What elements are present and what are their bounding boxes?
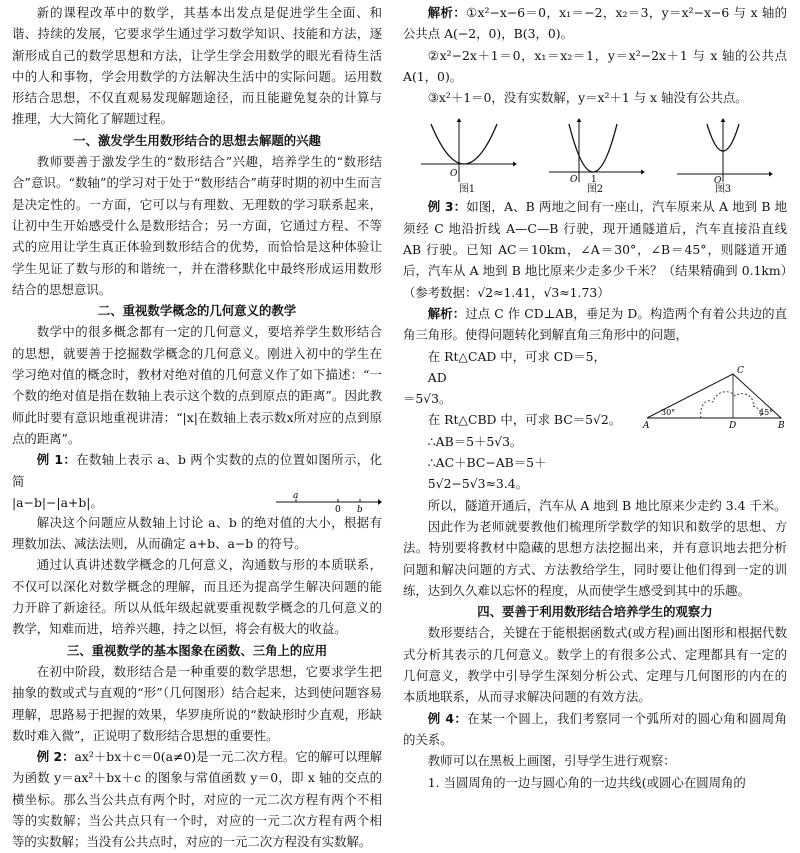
section-heading-4: 四、要善于利用数形结合培养学生的观察力 bbox=[477, 604, 713, 620]
figure-2-origin-label: O bbox=[570, 175, 578, 185]
example3-label: 例 3： bbox=[427, 199, 467, 215]
solution-1-text: ①x²−x−6＝0，x₁＝−2，x₂＝3，y＝x²−x−6 与 x 轴的公共点 A(−2，0)，B(3，0)。 bbox=[403, 5, 787, 42]
triangle-a-label: A bbox=[643, 420, 650, 430]
rt-cbd-line: 在 Rt△CBD 中，可求 BC＝5√2。 bbox=[427, 412, 622, 428]
example4-paragraph bbox=[403, 708, 787, 751]
triangle-c-label: C bbox=[737, 365, 744, 376]
intro-paragraph: 新的课程改革中的数学，其基本出发点是促进学生全面、和谐、持续的发展，它要求学生通过学习数学知识、技能和方法，逐渐形成自己的数学思想和方法，让学生学会用数学的眼光看待生活中的人和事物，学会用数学的方法解决生活中的实际问题。运用数形结合思想，不仅直观易发现解题途径，而且能避免复杂的计算与推理，大大简化了解题过程。 bbox=[12, 5, 382, 127]
right-column bbox=[403, 2, 787, 793]
section-heading-3: 三、重视数学的基本图象在函数、三角上的应用 bbox=[66, 642, 328, 658]
example4-text: 在某一个圆上，我们考察同一个弧所对的圆心角和圆周角的关系。 bbox=[403, 710, 787, 747]
solution-line-3: ③x²＋1＝0，没有实数解，y＝x²＋1 与 x 轴没有公共点。 bbox=[427, 90, 748, 106]
section-heading-2: 二、重视数学概念的几何意义的教学 bbox=[97, 303, 297, 319]
solution-line-1 bbox=[403, 2, 787, 45]
rt-cad-line-cont: ＝5√3。 bbox=[403, 391, 452, 407]
solution-label: 解析： bbox=[427, 5, 467, 20]
figure-1-graph bbox=[417, 118, 517, 184]
triangle-d-label: D bbox=[729, 420, 737, 430]
example1-solution: 解决这个问题应从数轴上讨论 a、b 的绝对值的大小，根据有理数加法、减法法则，从而确定 a+b、a−b 的符号。 bbox=[12, 514, 382, 552]
number-line-figure bbox=[274, 488, 382, 514]
rt-cad-line: 在 Rt△CAD 中，可求 CD＝5，AD bbox=[427, 348, 606, 385]
figure-3-caption: 图3 bbox=[714, 184, 732, 196]
example3-solution bbox=[403, 303, 787, 346]
figure-2-graph bbox=[545, 118, 645, 184]
ab-line: ∴AB＝5＋5√3。 bbox=[427, 433, 523, 449]
triangle-a-angle: 30° bbox=[661, 407, 676, 417]
triangle-b-angle: 45° bbox=[759, 407, 774, 417]
difference-line: ∴AC＋BC−AB＝5＋5√2−5√3≈3.4。 bbox=[427, 455, 547, 492]
figure-2-caption: 图2 bbox=[586, 184, 604, 196]
example1-paragraph bbox=[12, 449, 382, 492]
figure-2-tick-label: 1 bbox=[591, 175, 597, 185]
triangle-mountain-figure bbox=[641, 364, 787, 430]
figure-2 bbox=[540, 118, 650, 196]
figure-1-caption: 图1 bbox=[458, 184, 476, 196]
solution-line-2: ②x²−2x＋1＝0，x₁＝x₂＝1，y＝x²−2x＋1 与 x 轴的公共点 A(1，0)。 bbox=[403, 47, 787, 84]
section2-paragraph: 数学中的很多概念都有一定的几何意义，要培养学生数形结合的思想，就要善于挖掘数学概念的几何意义。刚进入初中的学生在学习绝对值的概念时，教材对绝对值的几何意义作了如下描述：“一个数的绝对值是指在数轴上表示这个数的点到原点的距离”。因此教师此时要有意识地重视讲清：“|x|在数轴上表示数x所对应的点到原点的距离”。 bbox=[12, 324, 382, 446]
example2-text: ax²＋bx＋c＝0(a≠0)是一元二次方程。它的解可以理解为函数 y＝ax²＋bx＋c 的图象与常值函数 y＝0，即 x 轴的交点的横坐标。那么当公共点有两个时，对应的一元二次方程有两个不相等的实数解；当公共点只有一个时，对应的一元二次方程有两个相等的实数解；当没有公共点时，对应的一元二次方程没有实数解。 bbox=[12, 749, 383, 850]
example2-label: 例 2： bbox=[36, 749, 75, 765]
section1-paragraph: 教师要善于激发学生的“数形结合”兴趣，培养学生的“数形结合”意识。“数轴”的学习对于处于“数形结合”萌芽时期的初中生而言是决定性的。一方面，它可以与有理数、无理数的学习联系起来，让初中生开始感受什么是数形结合；另一方面，它通过方程、不等式的应用让学生真正体验到数形结合的优势，而恰恰是这种体验让学生见证了数与形的和谐统一，并在潜移默化中最终形成运用数形结合的思想意识。 bbox=[12, 154, 382, 297]
example3-paragraph bbox=[403, 196, 787, 302]
number-line-b-label: b bbox=[357, 504, 363, 514]
example1-line bbox=[12, 492, 382, 512]
figure-3-graph bbox=[673, 118, 773, 184]
parabola-figures bbox=[403, 110, 787, 196]
number-line-a-label: a bbox=[293, 490, 299, 501]
example3-solution-label: 解析： bbox=[427, 305, 466, 321]
section4-paragraph: 数形要结合，关键在于能根据函数式(或方程)画出图形和根据代数式分析其表示的几何意义。数学上的有很多公式、定理都具有一定的几何意义，教学中引导学生深刻分析公式、定理与几何图形的内在的本质地联系，从而寻求解决问题的有效方法。 bbox=[403, 625, 787, 705]
example3-steps bbox=[403, 346, 623, 495]
section4-instruction: 教师可以在黑板上画图，引导学生进行观察： bbox=[427, 753, 676, 769]
example3-work bbox=[403, 346, 787, 495]
section3-summary: 因此作为老师就要教他们梳理所学数学的知识和数学的思想、方法。特别要将教材中隐藏的思想方法挖掘出来，并有意识地去把分析问题和解决问题的方式、方法教给学生，同时要让他们得到一定的训练，达到久久难以忘怀的程度，从而使学生感受到其中的乐趣。 bbox=[403, 518, 787, 598]
list-item-1: 1. 当圆周角的一边与圆心角的一边共线(或圆心在圆周角的 bbox=[427, 774, 746, 790]
example3-text: 如图，A、B 两地之间有一座山，汽车原来从 A 地到 B 地须经 C 地沿折线 A—C—B 行驶，现开通隧道后，汽车直接沿直线 AB 行驶。已知 AC＝10km，∠A＝30°，∠B＝45°，则隧道开通后，汽车从 A 地到 B 地比原来少走多少千米？（结果精确到 0.1km）（参考数据：√2≈1.41，√3≈1.73） bbox=[403, 199, 787, 300]
section3-paragraph: 在初中阶段，数形结合是一种重要的数学思想，它要求学生把抽象的数或式与直观的“形”（几何图形）结合起来，达到使问题容易理解，思路易于把握的效果，华罗庚所说的“数缺形时少直观，形缺数时难入微”，正说明了数形结合思想的重要性。 bbox=[12, 663, 382, 743]
section-heading-1: 一、激发学生用数形结合的思想去解题的兴趣 bbox=[73, 132, 321, 148]
figure-3-origin-label: O bbox=[714, 176, 722, 185]
figure-1 bbox=[412, 118, 522, 196]
example1-expression: |a−b|−|a+b|。 bbox=[12, 494, 103, 510]
example1-label: 例 1： bbox=[36, 452, 77, 468]
figure-1-origin-label: O bbox=[450, 169, 458, 180]
triangle-b-label: B bbox=[778, 420, 785, 430]
example3-conclusion: 所以，隧道开通后，汽车从 A 地到 B 地比原来少走约 3.4 千米。 bbox=[427, 497, 787, 513]
section2-summary: 通过认真讲述数学概念的几何意义，沟通数与形的本质联系，不仅可以深化对数学概念的理解，而且还为提高学生解决问题的能力开辟了新途径。所以从低年级起就要重视数学概念的几何意义的教学，知难而进，培养兴趣，持之以恒，将会有极大的收益。 bbox=[12, 557, 382, 637]
left-column bbox=[12, 2, 382, 853]
example2-paragraph bbox=[12, 746, 382, 852]
example3-solution-text: 过点 C 作 CD⊥AB，垂足为 D。构造两个有着公共边的直角三角形。使得问题转化到解直角三角形中的问题， bbox=[403, 305, 788, 343]
number-line-zero-label: 0 bbox=[335, 504, 341, 514]
figure-3 bbox=[668, 118, 778, 196]
example1-text: 在数轴上表示 a、b 两个实数的点的位置如图所示，化简 bbox=[12, 452, 382, 489]
example4-label: 例 4： bbox=[427, 710, 468, 726]
